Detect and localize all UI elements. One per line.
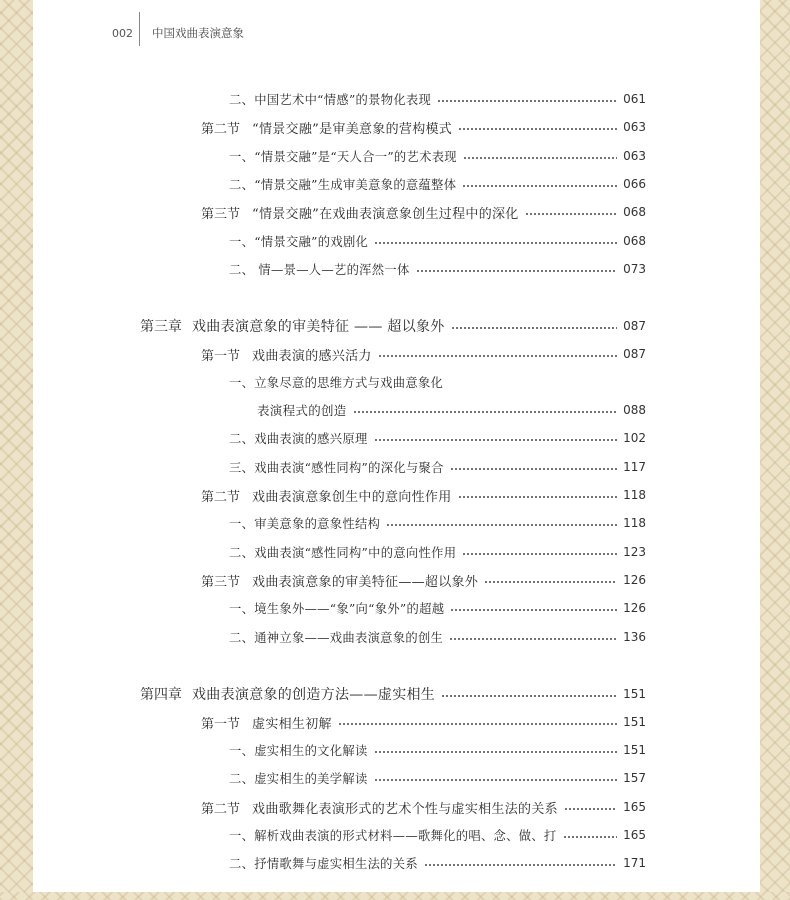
dot-leader	[564, 808, 617, 810]
toc-entry-title: “情景交融”在戏曲表演意象创生过程中的深化	[252, 206, 519, 222]
toc-section	[201, 484, 646, 506]
decorative-border-right	[760, 0, 790, 900]
toc-page-number: 087	[623, 319, 646, 333]
toc-chapter	[140, 683, 646, 705]
toc-page-number: 171	[623, 856, 646, 870]
dot-leader	[416, 270, 618, 272]
toc-entry-title: 一、“情景交融”是“天人合一”的艺术表现	[229, 150, 457, 164]
toc-page-number: 088	[623, 403, 646, 417]
toc-entry-number: 第三节	[201, 574, 241, 590]
toc-section	[201, 116, 646, 138]
toc-entry-title: 一、“情景交融”的戏剧化	[229, 235, 369, 249]
decorative-border-bottom	[0, 892, 790, 900]
toc-page-number: 123	[623, 545, 646, 559]
dot-leader	[441, 695, 617, 697]
toc-chapter	[140, 315, 646, 337]
toc-page-number: 157	[623, 771, 646, 785]
toc-page-number: 151	[623, 715, 646, 729]
toc-page-number: 063	[623, 120, 646, 134]
header-divider	[139, 12, 140, 46]
toc-subsection	[229, 739, 646, 761]
toc-entry-title: 二、戏曲表演“感性同构”中的意向性作用	[229, 546, 457, 560]
dot-leader	[484, 581, 617, 583]
toc-subsection	[229, 88, 646, 110]
toc-entry-number: 第四章	[140, 687, 182, 703]
toc-entry-title: 二、虚实相生的美学解读	[229, 772, 368, 786]
toc-subsection	[257, 399, 646, 421]
running-header-title: 中国戏曲表演意象	[152, 26, 244, 40]
toc-entry-title: 一、境生象外——“象”向“象外”的超越	[229, 602, 445, 616]
toc-page-number: 066	[623, 177, 646, 191]
toc-page-number: 073	[623, 262, 646, 276]
dot-leader	[378, 355, 617, 357]
toc-page-number: 068	[623, 205, 646, 219]
dot-leader	[458, 496, 618, 498]
toc-page-number: 126	[623, 601, 646, 615]
dot-leader	[338, 723, 617, 725]
toc-entry-title: 戏曲表演意象的创造方法——虚实相生	[192, 687, 436, 703]
toc-entry-title: 虚实相生初解	[252, 716, 332, 732]
toc-subsection	[229, 767, 646, 789]
toc-section	[201, 711, 646, 733]
toc-entry-title: 二、抒情歌舞与虚实相生法的关系	[229, 857, 418, 871]
dot-leader	[450, 468, 617, 470]
toc-entry-title: 一、审美意象的意象性结构	[229, 517, 381, 531]
toc-entry-title: 戏曲表演意象创生中的意向性作用	[252, 489, 452, 505]
toc-subsection	[229, 145, 646, 167]
dot-leader	[374, 242, 617, 244]
dot-leader	[374, 439, 618, 441]
toc-entry-number: 第三章	[140, 319, 182, 335]
toc-entry-number: 第一节	[201, 348, 241, 364]
toc-page-number: 118	[623, 488, 646, 502]
toc-subsection	[229, 456, 646, 478]
toc-page-number: 068	[623, 234, 646, 248]
toc-page-number: 102	[623, 431, 646, 445]
toc-entry-title: 戏曲表演意象的审美特征 —— 超以象外	[192, 319, 445, 335]
toc-subsection	[229, 597, 646, 619]
toc-page-number: 117	[623, 460, 646, 474]
toc-subsection	[229, 824, 646, 846]
dot-leader	[563, 836, 618, 838]
toc-subsection	[229, 541, 646, 563]
toc-subsection	[229, 258, 646, 280]
toc-entry-title: 二、通神立象——戏曲表演意象的创生	[229, 631, 444, 645]
toc-section	[201, 796, 646, 818]
dot-leader	[353, 411, 617, 413]
toc-entry-number: 第二节	[201, 489, 241, 505]
dot-leader	[462, 185, 617, 187]
dot-leader	[462, 553, 617, 555]
toc-subsection	[229, 230, 646, 252]
toc-page-number: 151	[623, 743, 646, 757]
toc-page-number: 151	[623, 687, 646, 701]
dot-leader	[525, 213, 617, 215]
toc-page-number: 126	[623, 573, 646, 587]
dot-leader	[374, 751, 618, 753]
toc-page-number: 063	[623, 149, 646, 163]
toc-entry-title: 戏曲表演意象的审美特征——超以象外	[252, 574, 479, 590]
toc-page-number: 087	[623, 347, 646, 361]
dot-leader	[386, 524, 617, 526]
toc-entry-number: 第一节	[201, 716, 241, 732]
toc-subsection	[229, 626, 646, 648]
dot-leader	[449, 638, 617, 640]
dot-leader	[451, 327, 617, 329]
toc-entry-title: 一、立象尽意的思维方式与戏曲意象化	[229, 376, 444, 390]
toc-page-number: 118	[623, 516, 646, 530]
toc-entry-title: “情景交融”是审美意象的营构模式	[252, 121, 453, 137]
decorative-border-left	[0, 0, 33, 900]
dot-leader	[450, 609, 617, 611]
toc-subsection	[229, 427, 646, 449]
toc-entry-title: 二、“情景交融”生成审美意象的意蕴整体	[229, 178, 457, 192]
toc-page-number: 165	[623, 828, 646, 842]
toc-entry-title: 三、戏曲表演“感性同构”的深化与聚合	[229, 461, 444, 475]
toc-entry-title: 一、虚实相生的文化解读	[229, 744, 368, 758]
dot-leader	[437, 100, 617, 102]
toc-page-number: 165	[623, 800, 646, 814]
toc-entry-number: 第二节	[201, 801, 241, 817]
toc-entry-title: 表演程式的创造	[257, 403, 347, 418]
toc-subsection	[229, 512, 646, 534]
page-folio: 002	[112, 27, 133, 40]
toc-subsection	[229, 852, 646, 874]
toc-entry-number: 第三节	[201, 206, 241, 222]
dot-leader	[374, 779, 618, 781]
dot-leader	[424, 864, 617, 866]
dot-leader	[458, 128, 617, 130]
toc-section	[201, 569, 646, 591]
toc-entry-title: 二、中国艺术中“情感”的景物化表现	[229, 93, 432, 107]
toc-section	[201, 201, 646, 223]
toc-entry-number: 第二节	[201, 121, 241, 137]
toc-entry-title: 二、 情—景—人—艺的浑然一体	[229, 263, 410, 277]
toc-page-number: 061	[623, 92, 646, 106]
toc-entry-title: 二、戏曲表演的感兴原理	[229, 432, 368, 446]
toc-subsection	[229, 371, 646, 393]
toc-entry-title: 戏曲表演的感兴活力	[252, 348, 372, 364]
toc-entry-title: 戏曲歌舞化表演形式的艺术个性与虚实相生法的关系	[252, 801, 558, 817]
toc-section	[201, 343, 646, 365]
toc-entry-title: 一、解析戏曲表演的形式材料——歌舞化的唱、念、做、打	[229, 829, 557, 843]
toc-page-number: 136	[623, 630, 646, 644]
toc-subsection	[229, 173, 646, 195]
dot-leader	[463, 157, 617, 159]
